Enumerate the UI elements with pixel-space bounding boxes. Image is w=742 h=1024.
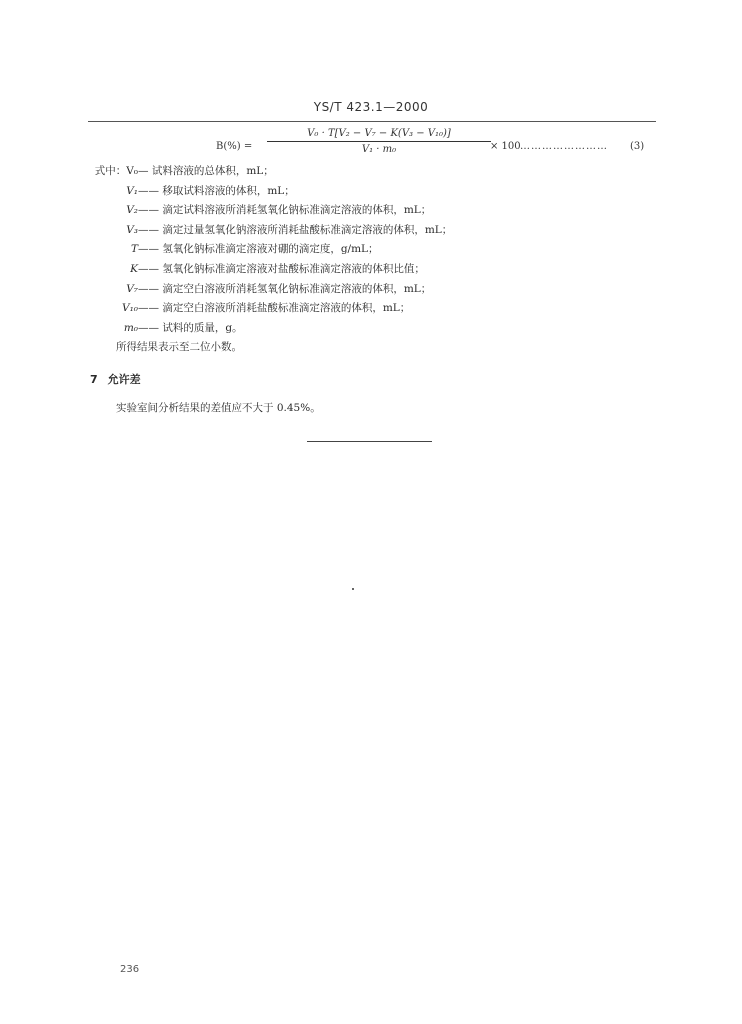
formula-lhs: B(%) =: [216, 141, 253, 152]
formula-multiplier: × 100: [490, 141, 521, 152]
section-body: 实验室间分析结果的差值应不大于 0.45%。: [116, 402, 321, 414]
page-number: 236: [120, 964, 140, 975]
definition-text: —— 滴定空白溶液所消耗盐酸标准滴定溶液的体积，mL；: [138, 302, 411, 315]
definition-row: [88, 319, 452, 339]
definition-text: —— 氢氧化钠标准滴定溶液对硼的滴定度，g/mL；: [138, 243, 379, 256]
formula-fraction: [267, 128, 491, 155]
definition-text: —— 试料的质量，g。: [138, 321, 243, 334]
definition-symbol: V₁: [126, 184, 138, 197]
result-precision-note: 所得结果表示至二位小数。: [116, 341, 242, 354]
definition-row: [88, 280, 452, 300]
formula-numerator: V₀ · T[V₂ − V₇ − K(V₃ − V₁₀)]: [307, 128, 451, 139]
definition-row: [88, 162, 452, 182]
formula-leader-dots: ……………………: [520, 141, 608, 152]
definition-row: [88, 240, 452, 260]
section-number: 7: [90, 373, 98, 386]
variable-definitions: [88, 162, 452, 358]
definition-text: —— 滴定空白溶液所消耗氢氧化钠标准滴定溶液的体积，mL；: [138, 282, 432, 295]
definition-row: [88, 201, 452, 221]
scan-speck: [352, 588, 354, 590]
definition-symbol: T: [130, 243, 138, 256]
formula-denominator: V₁ · m₀: [361, 144, 397, 155]
definition-row: [88, 260, 452, 280]
equation-number: (3): [630, 141, 645, 152]
header-rule: [88, 121, 656, 122]
definition-row: [88, 299, 452, 319]
definition-symbol: V₇: [126, 282, 138, 295]
definition-text: —— 滴定试料溶液所消耗氢氧化钠标准滴定溶液的体积，mL；: [138, 204, 432, 217]
section-title: 允许差: [107, 373, 141, 386]
section-heading: [90, 371, 141, 387]
definition-symbol: V₁₀: [121, 302, 138, 315]
definition-symbol: 式中：V₀: [94, 165, 138, 177]
definition-symbol: V₂: [126, 204, 138, 217]
definition-text: —— 氢氧化钠标准滴定溶液对盐酸标准滴定溶液的体积比值；: [138, 262, 425, 275]
definition-text: —— 滴定过量氢氧化钠溶液所消耗盐酸标准滴定溶液的体积，mL；: [138, 223, 453, 236]
standard-code-header: YS/T 423.1—2000: [313, 100, 429, 114]
definition-text: —— 移取试料溶液的体积，mL；: [138, 184, 295, 197]
definition-symbol: m₀: [123, 321, 138, 334]
definition-row: [88, 221, 452, 241]
definition-text: — 试料溶液的总体积，mL；: [138, 165, 274, 177]
definition-symbol: K: [130, 262, 138, 275]
definition-row: [88, 182, 452, 202]
end-of-standard-rule: [307, 441, 432, 442]
definition-symbol: V₃: [126, 223, 138, 236]
